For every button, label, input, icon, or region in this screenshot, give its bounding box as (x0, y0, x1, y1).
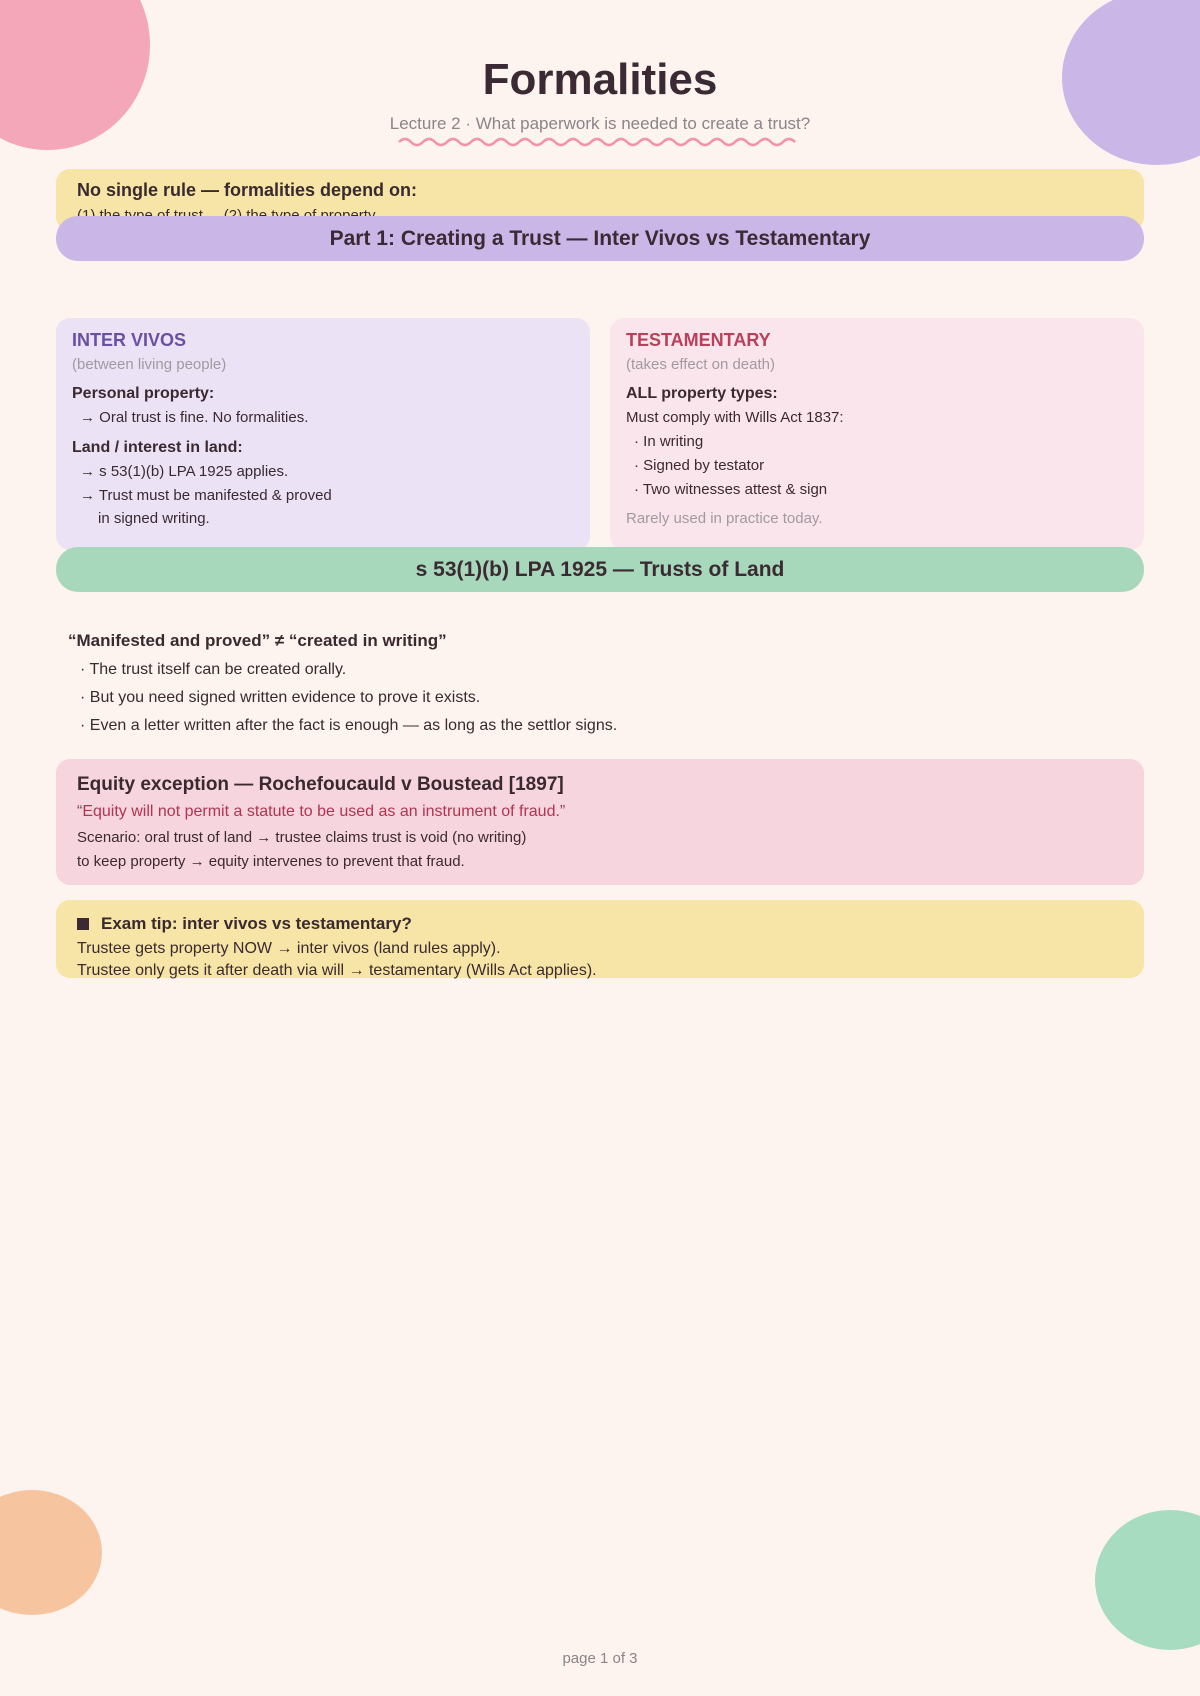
land-heading: Land / interest in land: (72, 439, 243, 456)
inter-vivos-title: INTER VIVOS (72, 330, 187, 350)
wills-act-intro: Must comply with Wills Act 1837: (626, 409, 844, 426)
testamentary-note: Rarely used in practice today. (626, 510, 823, 527)
list-item: · In writing (634, 433, 704, 450)
equity-scenario: to keep property → equity intervenes to prevent that fraud. (77, 853, 465, 870)
testamentary-card (610, 318, 1144, 550)
list-item: · Two witnesses attest & sign (634, 481, 828, 498)
land-item-continued: in signed writing. (98, 510, 210, 527)
inter-vivos-card (56, 318, 590, 550)
page-number: page 1 of 3 (562, 1650, 638, 1667)
list-item: · But you need signed written evidence to prove it exists. (80, 689, 481, 706)
land-item: → s 53(1)(b) LPA 1925 applies. (80, 463, 289, 480)
s53-section (68, 631, 1128, 735)
equity-heading: Equity exception — Rochefoucauld v Boustead [1897] (77, 774, 564, 795)
exam-tip-card (56, 900, 1144, 978)
personal-property-item: → Oral trust is fine. No formalities. (80, 409, 309, 426)
s53-banner: s 53(1)(b) LPA 1925 — Trusts of Land (56, 547, 1144, 592)
wavy-underline (397, 136, 805, 148)
equity-quote: “Equity will not permit a statute to be used as an instrument of fraud.” (77, 803, 566, 820)
list-item: · Signed by testator (634, 457, 765, 474)
list-item: · The trust itself can be created orally. (80, 661, 347, 678)
testamentary-title: TESTAMENTARY (626, 330, 771, 350)
equity-exception-card (56, 759, 1144, 885)
s53-heading: “Manifested and proved” ≠ “created in writing” (68, 631, 447, 650)
page-subtitle: Lecture 2 · What paperwork is needed to create a trust? (389, 114, 811, 133)
decorative-circle-green (1095, 1510, 1200, 1650)
land-item: → Trust must be manifested & proved (80, 487, 332, 504)
equity-scenario: Scenario: oral trust of land → trustee claims trust is void (no writing) (77, 829, 527, 846)
exam-tip-line: Trustee only gets it after death via will → testamentary (Wills Act applies). (77, 962, 597, 979)
decorative-circle-orange (0, 1490, 102, 1615)
list-item: · Even a letter written after the fact is enough — as long as the settlor signs. (80, 717, 618, 734)
exam-tip-heading (77, 914, 1123, 934)
exam-tip-line: Trustee gets property NOW → inter vivos (land rules apply). (77, 940, 501, 957)
all-property-heading: ALL property types: (626, 385, 778, 402)
intro-heading: No single rule — formalities depend on: (77, 180, 418, 200)
inter-vivos-subtitle: (between living people) (72, 356, 227, 373)
personal-property-heading: Personal property: (72, 385, 215, 402)
page-title: Formalities (482, 55, 718, 104)
square-bullet-icon (77, 918, 89, 930)
exam-tip-heading-text: Exam tip: inter vivos vs testamentary? (101, 914, 412, 933)
testamentary-subtitle: (takes effect on death) (626, 356, 775, 373)
part1-banner: Part 1: Creating a Trust — Inter Vivos vs Testamentary (56, 216, 1144, 261)
